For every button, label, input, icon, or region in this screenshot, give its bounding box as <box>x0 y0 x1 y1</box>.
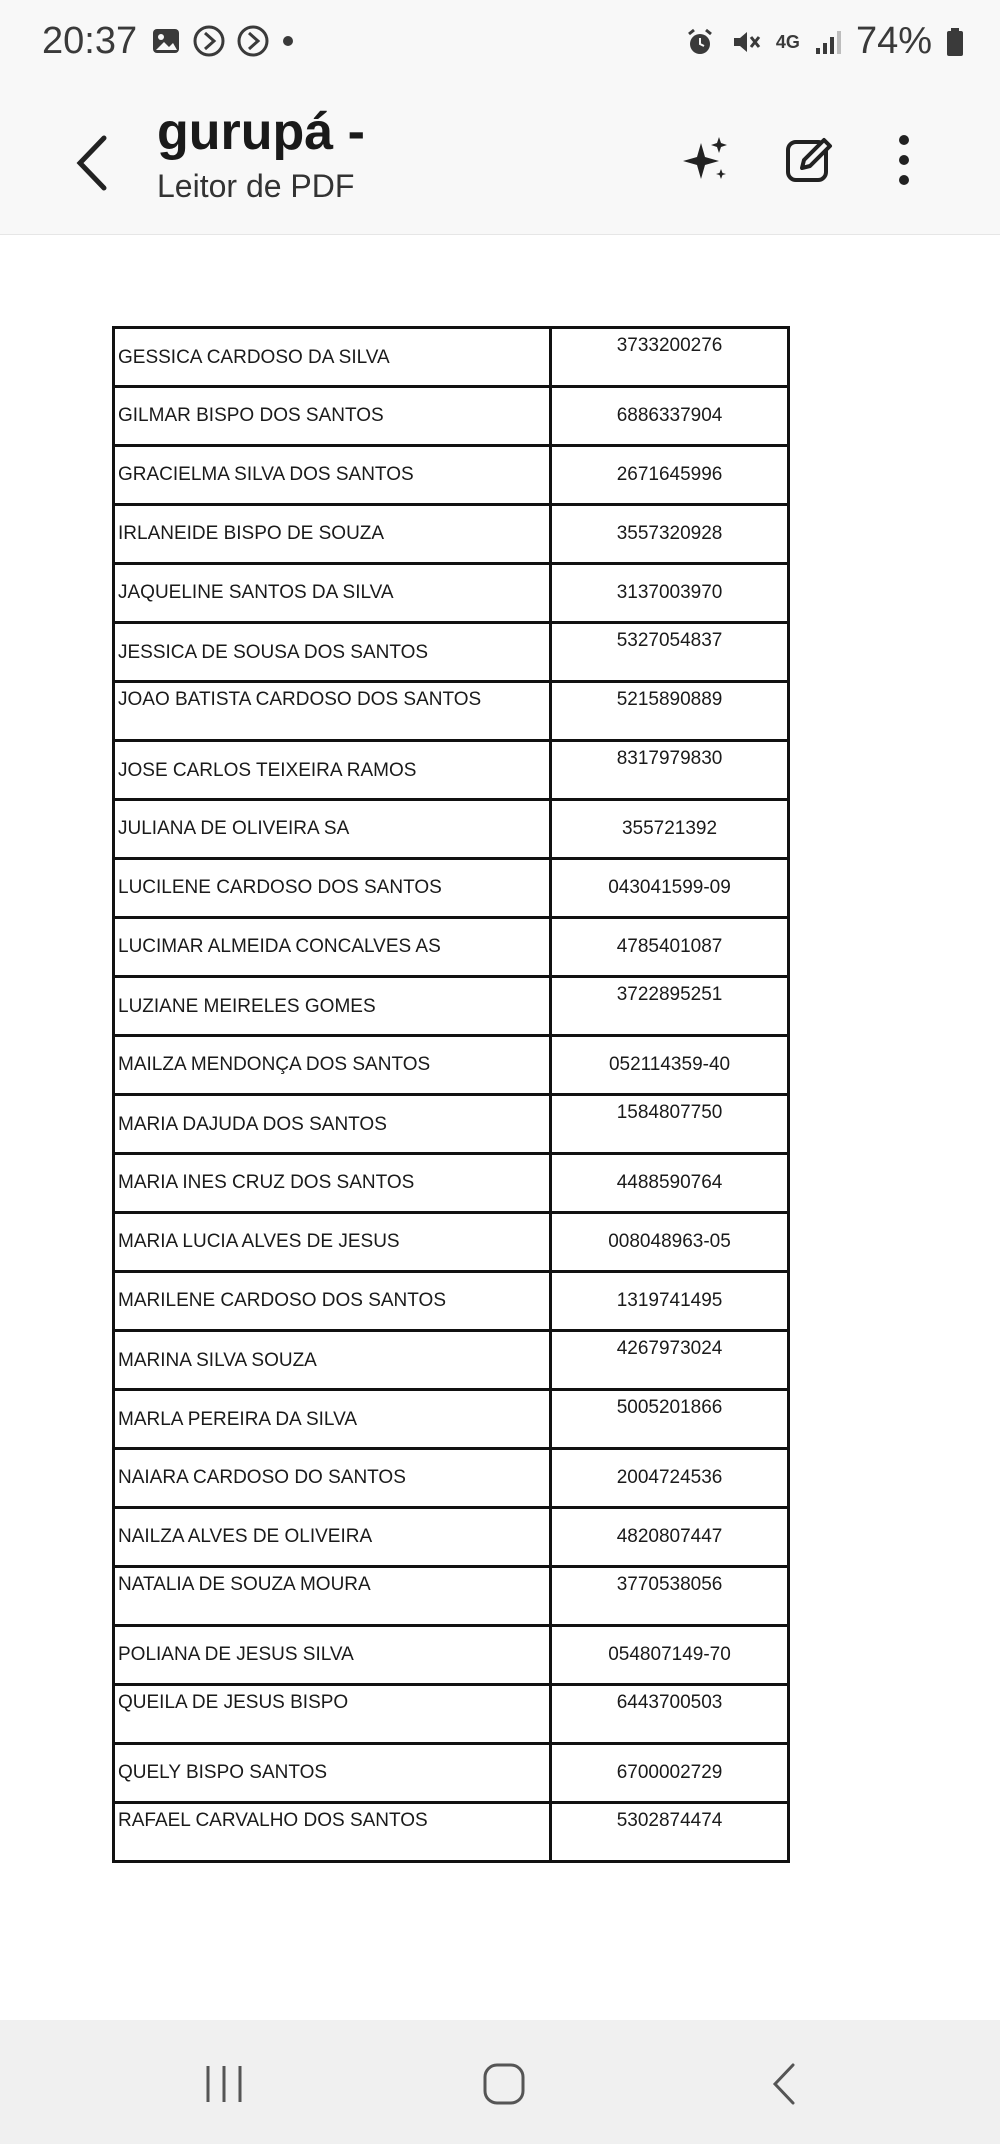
person-name: MAILZA MENDONÇA DOS SANTOS <box>118 1054 431 1075</box>
person-name: JESSICA DE SOUSA DOS SANTOS <box>118 642 429 663</box>
person-name: JAQUELINE SANTOS DA SILVA <box>118 582 394 603</box>
document-title: gurupá - <box>157 103 365 161</box>
status-time: 20:37 <box>42 20 138 62</box>
number-cell <box>551 1390 789 1449</box>
pdf-page[interactable] <box>0 235 1000 2020</box>
number-cell <box>551 1213 789 1272</box>
id-number: 2671645996 <box>616 464 723 485</box>
system-back-button[interactable] <box>754 2054 814 2114</box>
table-row <box>114 1154 789 1213</box>
name-cell <box>114 1744 551 1803</box>
name-cell <box>114 1449 551 1508</box>
back-arrow-icon <box>72 128 112 198</box>
name-cell <box>114 918 551 977</box>
number-cell <box>551 1744 789 1803</box>
name-cell <box>114 623 551 682</box>
id-number: 3733200276 <box>616 335 723 356</box>
image-icon <box>150 25 182 57</box>
table-row <box>114 1626 789 1685</box>
number-cell <box>551 387 789 446</box>
person-name: JOAO BATISTA CARDOSO DOS SANTOS <box>118 689 482 710</box>
circle-arrow-icon <box>236 24 270 58</box>
person-name: QUEILA DE JESUS BISPO <box>118 1692 349 1713</box>
table-row <box>114 977 789 1036</box>
id-number: 5215890889 <box>616 689 723 710</box>
table-row <box>114 446 789 505</box>
number-cell <box>551 741 789 800</box>
recent-apps-icon <box>202 2062 246 2106</box>
mute-icon <box>730 26 762 58</box>
name-cell <box>114 387 551 446</box>
number-cell <box>551 1626 789 1685</box>
battery-icon <box>946 27 964 57</box>
circle-arrow-icon <box>192 24 226 58</box>
ai-assist-button[interactable] <box>676 130 736 190</box>
number-cell <box>551 1272 789 1331</box>
person-name: MARINA SILVA SOUZA <box>118 1350 317 1371</box>
table-row <box>114 741 789 800</box>
name-cell <box>114 1154 551 1213</box>
alarm-icon <box>684 26 716 58</box>
id-number: 4488590764 <box>616 1172 723 1193</box>
table-row <box>114 682 789 741</box>
number-cell <box>551 446 789 505</box>
name-cell <box>114 859 551 918</box>
person-name: QUELY BISPO SANTOS <box>118 1762 328 1783</box>
table-row <box>114 918 789 977</box>
table-row <box>114 800 789 859</box>
person-name: LUCILENE CARDOSO DOS SANTOS <box>118 877 442 898</box>
battery-percentage: 74% <box>855 20 932 62</box>
table-row <box>114 1036 789 1095</box>
table-row <box>114 1390 789 1449</box>
name-cell <box>114 1272 551 1331</box>
name-cell <box>114 505 551 564</box>
name-cell <box>114 682 551 741</box>
person-name: LUZIANE MEIRELES GOMES <box>118 996 376 1017</box>
id-number: 6886337904 <box>616 405 723 426</box>
number-cell <box>551 328 789 387</box>
table-row <box>114 1272 789 1331</box>
number-cell <box>551 1567 789 1626</box>
table-row <box>114 564 789 623</box>
id-number: 2004724536 <box>616 1467 723 1488</box>
table-row <box>114 328 789 387</box>
edit-button[interactable] <box>780 130 840 190</box>
person-name: RAFAEL CARVALHO DOS SANTOS <box>118 1810 428 1831</box>
table-row <box>114 1331 789 1390</box>
number-cell <box>551 623 789 682</box>
id-number: 008048963-05 <box>608 1231 731 1252</box>
id-number: 1319741495 <box>616 1290 723 1311</box>
number-cell <box>551 564 789 623</box>
back-button[interactable] <box>72 128 112 198</box>
name-cell <box>114 328 551 387</box>
id-number: 3770538056 <box>616 1574 723 1595</box>
number-cell <box>551 977 789 1036</box>
name-cell <box>114 1803 551 1862</box>
more-icon <box>898 134 910 186</box>
person-name: MARIA DAJUDA DOS SANTOS <box>118 1114 387 1135</box>
person-name: NAIARA CARDOSO DO SANTOS <box>118 1467 406 1488</box>
table-row <box>114 1567 789 1626</box>
name-cell <box>114 1626 551 1685</box>
sparkle-icon <box>681 135 731 185</box>
id-number: 5302874474 <box>616 1810 723 1831</box>
table-row <box>114 1095 789 1154</box>
name-cell <box>114 1331 551 1390</box>
number-cell <box>551 918 789 977</box>
person-name: POLIANA DE JESUS SILVA <box>118 1644 354 1665</box>
number-cell <box>551 1449 789 1508</box>
app-bar <box>0 90 1000 235</box>
id-number: 054807149-70 <box>608 1644 731 1665</box>
name-cell <box>114 800 551 859</box>
person-name: NATALIA DE SOUZA MOURA <box>118 1574 371 1595</box>
number-cell <box>551 1036 789 1095</box>
person-name: JOSE CARLOS TEIXEIRA RAMOS <box>118 760 417 781</box>
table-row <box>114 505 789 564</box>
name-cell <box>114 1390 551 1449</box>
id-number: 043041599-09 <box>608 877 731 898</box>
table-row <box>114 1449 789 1508</box>
person-name: NAILZA ALVES DE OLIVEIRA <box>118 1526 373 1547</box>
id-number: 052114359-40 <box>608 1054 731 1075</box>
name-cell <box>114 1508 551 1567</box>
id-number: 4820807447 <box>616 1526 723 1547</box>
number-cell <box>551 800 789 859</box>
id-number: 8317979830 <box>616 748 723 769</box>
table-row <box>114 387 789 446</box>
id-number: 1584807750 <box>616 1102 723 1123</box>
name-cell <box>114 1567 551 1626</box>
table-row <box>114 623 789 682</box>
table-row <box>114 1803 789 1862</box>
person-name: LUCIMAR ALMEIDA CONCALVES AS <box>118 936 441 957</box>
name-cell <box>114 1685 551 1744</box>
name-cell <box>114 1213 551 1272</box>
table-row <box>114 1744 789 1803</box>
person-name: JULIANA DE OLIVEIRA SA <box>118 818 350 839</box>
id-number: 3137003970 <box>616 582 723 603</box>
name-cell <box>114 1036 551 1095</box>
system-icons <box>684 20 964 63</box>
id-number: 3557320928 <box>616 523 723 544</box>
number-cell <box>551 1685 789 1744</box>
id-number: 5005201866 <box>616 1397 723 1418</box>
number-cell <box>551 1803 789 1862</box>
person-name: MARIA INES CRUZ DOS SANTOS <box>118 1172 415 1193</box>
status-bar <box>0 0 1000 90</box>
table-row <box>114 1508 789 1567</box>
name-cell <box>114 446 551 505</box>
back-icon <box>769 2061 799 2107</box>
table-row <box>114 1685 789 1744</box>
name-cell <box>114 977 551 1036</box>
signal-icon <box>814 28 842 56</box>
id-number: 355721392 <box>621 818 718 839</box>
navigation-bar <box>0 2020 1000 2144</box>
person-name: MARLA PEREIRA DA SILVA <box>118 1409 358 1430</box>
name-cell <box>114 564 551 623</box>
person-name: IRLANEIDE BISPO DE SOUZA <box>118 523 385 544</box>
person-name: GRACIELMA SILVA DOS SANTOS <box>118 464 414 485</box>
home-icon <box>481 2061 527 2107</box>
id-number: 4785401087 <box>616 936 723 957</box>
name-cell <box>114 1095 551 1154</box>
person-name: MARILENE CARDOSO DOS SANTOS <box>118 1290 446 1311</box>
number-cell <box>551 1095 789 1154</box>
number-cell <box>551 1508 789 1567</box>
number-cell <box>551 505 789 564</box>
number-cell <box>551 682 789 741</box>
person-name: GILMAR BISPO DOS SANTOS <box>118 405 384 426</box>
home-button[interactable] <box>474 2054 534 2114</box>
person-name: GESSICA CARDOSO DA SILVA <box>118 347 390 368</box>
number-cell <box>551 1331 789 1390</box>
notification-icons <box>150 24 296 58</box>
edit-icon <box>784 134 836 186</box>
table-row <box>114 859 789 918</box>
id-number: 5327054837 <box>616 630 723 651</box>
name-cell <box>114 741 551 800</box>
more-options-button[interactable] <box>874 130 934 190</box>
app-subtitle: Leitor de PDF <box>157 168 355 204</box>
number-cell <box>551 1154 789 1213</box>
person-name: MARIA LUCIA ALVES DE JESUS <box>118 1231 400 1252</box>
recent-apps-button[interactable] <box>194 2054 254 2114</box>
dot-icon <box>280 33 296 49</box>
id-number: 4267973024 <box>616 1338 723 1359</box>
id-number: 3722895251 <box>616 984 723 1005</box>
network-type-icon: 4G <box>775 31 800 52</box>
number-cell <box>551 859 789 918</box>
id-number: 6443700503 <box>616 1692 723 1713</box>
names-table <box>112 326 790 1863</box>
table-row <box>114 1213 789 1272</box>
id-number: 6700002729 <box>616 1762 723 1783</box>
